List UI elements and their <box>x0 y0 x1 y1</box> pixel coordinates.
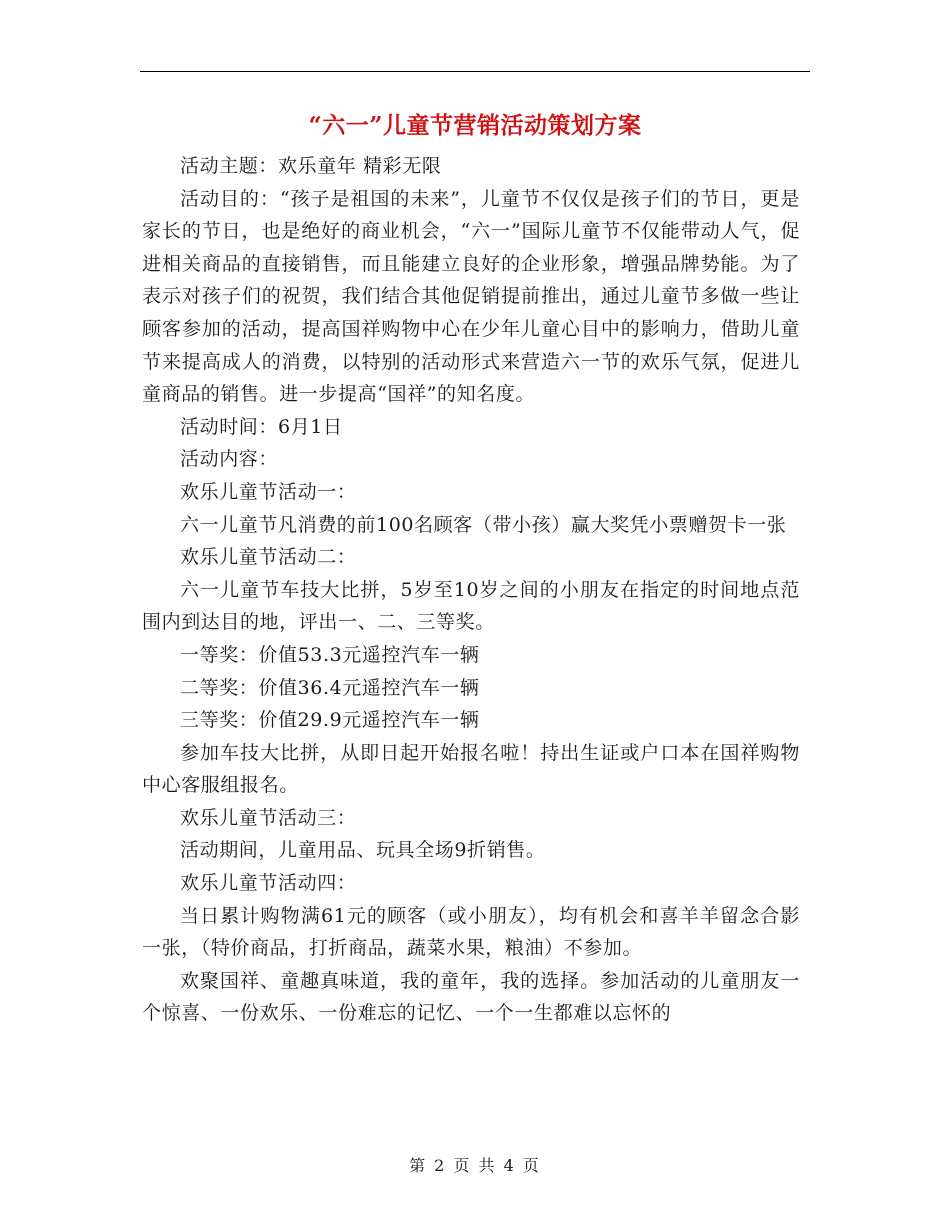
paragraph-activity-2-body: 六一儿童节车技大比拼，5岁至10岁之间的小朋友在指定的时间地点范围内到达目的地，评出一、二、三等奖。 <box>142 578 800 634</box>
paragraph-time: 活动时间：6月1日 <box>180 415 343 438</box>
paragraph-third-prize: 三等奖：价值29.9元遥控汽车一辆 <box>180 709 480 732</box>
page-title: “六一”儿童节营销活动策划方案 <box>308 112 642 139</box>
paragraph-theme: 活动主题：欢乐童年 精彩无限 <box>180 155 442 177</box>
paragraph-activity-1-heading: 欢乐儿童节活动一： <box>180 480 357 503</box>
page-number: 第 2 页 共 4 页 <box>409 1156 541 1175</box>
paragraph-second-prize: 二等奖：价值36.4元遥控汽车一辆 <box>180 676 480 699</box>
document-body <box>142 150 800 1030</box>
header-rule <box>140 71 810 72</box>
paragraph-activity-2-heading: 欢乐儿童节活动二： <box>180 546 357 569</box>
paragraph-purpose: 活动目的：“孩子是祖国的未来”，儿童节不仅仅是孩子们的节日，更是家长的节日，也是绝好的商业机会，“六一”国际儿童节不仅能带动人气，促进相关商品的直接销售，而且能建立良好的企业形象，增强品牌势能。为了表示对孩子们的祝贺，我们结合其他促销提前推出，通过儿童节多做一些让顾客参加的活动，提高国祥购物中心在少年儿童心目中的影响力，借助儿童节来提高成人的消费，以特别的活动形式来营造六一节的欢乐气氛，促进儿童商品的销售。进一步提高“国祥”的知名度。 <box>142 187 800 406</box>
paragraph-activity-4-body: 当日累计购物满61元的顾客（或小朋友），均有机会和喜羊羊留念合影一张，（特价商品，打折商品，蔬菜水果，粮油）不参加。 <box>142 904 800 960</box>
paragraph-closing: 欢聚国祥、童趣真味道，我的童年，我的选择。参加活动的儿童朋友一个惊喜、一份欢乐、一份难忘的记忆、一个一生都难以忘怀的 <box>142 969 800 1025</box>
paragraph-first-prize: 一等奖：价值53.3元遥控汽车一辆 <box>180 643 480 666</box>
paragraph-activity-3-body: 活动期间，儿童用品、玩具全场9折销售。 <box>180 839 546 862</box>
paragraph-activity-1-body: 六一儿童节凡消费的前100名顾客（带小孩）赢大奖凭小票赠贺卡一张 <box>180 513 787 536</box>
paragraph-activity-3-heading: 欢乐儿童节活动三： <box>180 806 357 829</box>
paragraph-registration: 参加车技大比拼，从即日起开始报名啦！持出生证或户口本在国祥购物中心客服组报名。 <box>142 741 800 797</box>
paragraph-content-heading: 活动内容： <box>180 448 279 471</box>
paragraph-activity-4-heading: 欢乐儿童节活动四： <box>180 872 357 895</box>
